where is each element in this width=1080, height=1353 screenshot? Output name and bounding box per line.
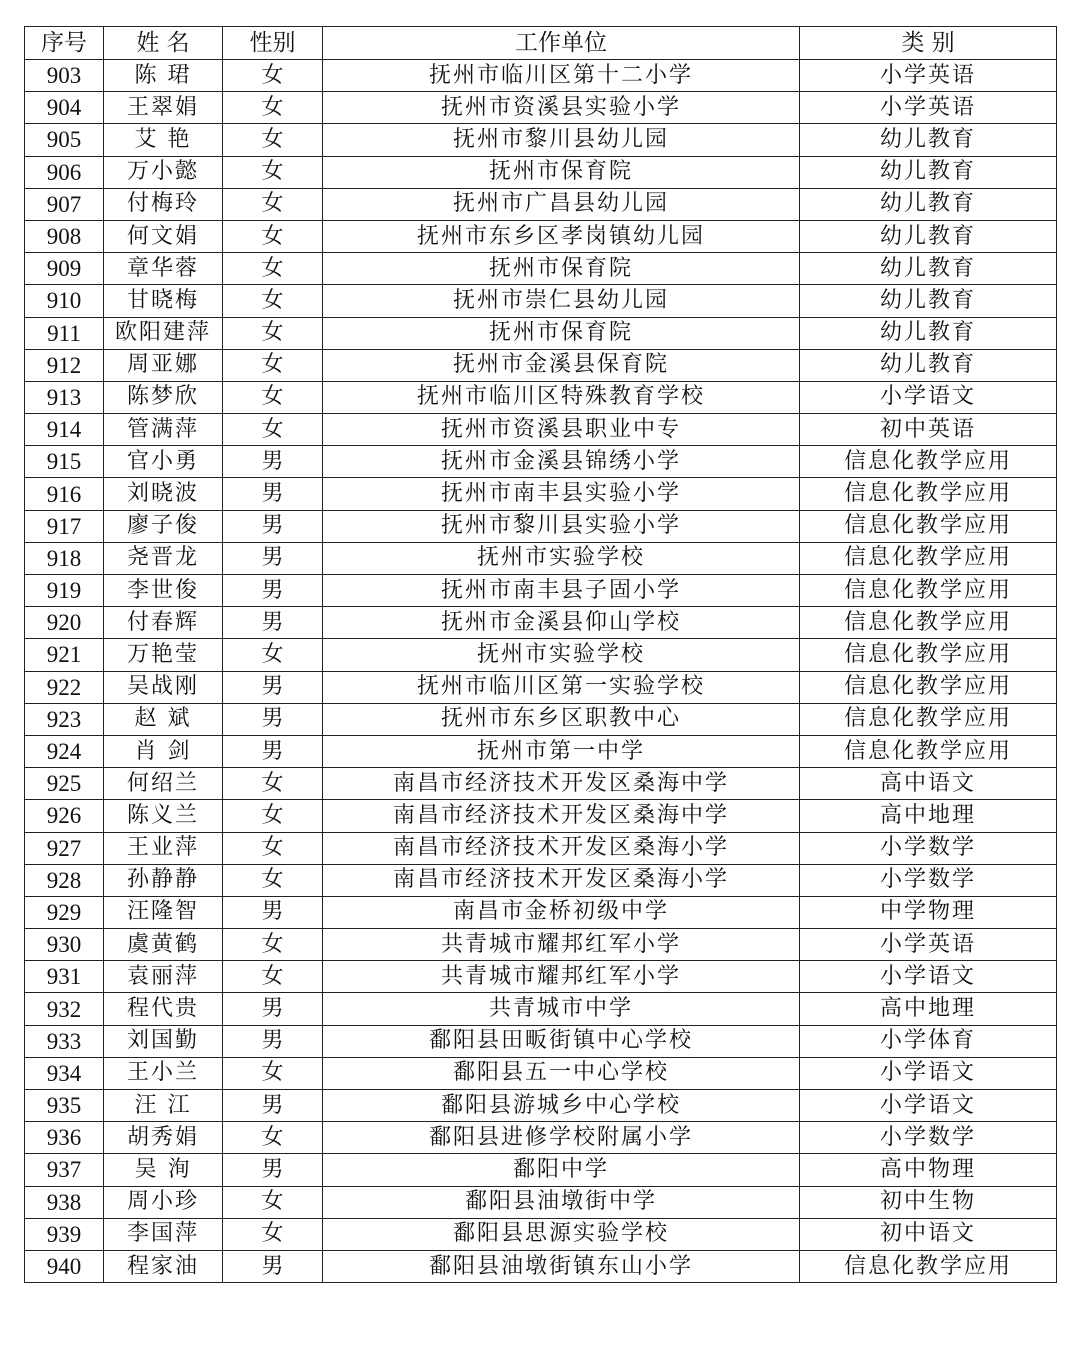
gender-cell: 女: [223, 92, 323, 124]
name-cell: 袁丽萍: [104, 961, 223, 993]
gender-cell: 女: [223, 156, 323, 188]
serial-number-cell: 908: [25, 220, 104, 252]
gender-cell: 女: [223, 381, 323, 413]
gender-cell: 男: [223, 478, 323, 510]
table-row: [25, 124, 1057, 156]
gender-cell: 女: [223, 800, 323, 832]
serial-number-cell: 915: [25, 446, 104, 478]
serial-number-cell: 914: [25, 414, 104, 446]
work-unit-cell: 抚州市南丰县子固小学: [323, 575, 800, 607]
category-cell: 小学英语: [800, 929, 1057, 961]
name-cell: 刘晓波: [104, 478, 223, 510]
name-cell: 万小懿: [104, 156, 223, 188]
work-unit-cell: 鄱阳县田畈街镇中心学校: [323, 1025, 800, 1057]
gender-cell: 女: [223, 929, 323, 961]
work-unit-cell: 抚州市实验学校: [323, 639, 800, 671]
table-body: [25, 60, 1057, 1283]
work-unit-cell: 抚州市资溪县实验小学: [323, 92, 800, 124]
gender-cell: 女: [223, 285, 323, 317]
table-row: [25, 381, 1057, 413]
work-unit-cell: 南昌市经济技术开发区桑海小学: [323, 864, 800, 896]
serial-number-cell: 927: [25, 832, 104, 864]
table-row: [25, 575, 1057, 607]
name-cell: 赵 斌: [104, 703, 223, 735]
name-cell: 吴战刚: [104, 671, 223, 703]
name-cell: 何绍兰: [104, 768, 223, 800]
category-cell: 幼儿教育: [800, 253, 1057, 285]
gender-cell: 男: [223, 510, 323, 542]
name-cell: 程代贵: [104, 993, 223, 1025]
table-row: [25, 961, 1057, 993]
table-row: [25, 864, 1057, 896]
work-unit-cell: 共青城市耀邦红军小学: [323, 961, 800, 993]
category-cell: 初中英语: [800, 414, 1057, 446]
gender-cell: 女: [223, 1057, 323, 1089]
name-cell: 周亚娜: [104, 349, 223, 381]
gender-cell: 女: [223, 414, 323, 446]
table-row: [25, 60, 1057, 92]
work-unit-cell: 抚州市保育院: [323, 253, 800, 285]
name-cell: 李世俊: [104, 575, 223, 607]
gender-cell: 男: [223, 1090, 323, 1122]
table-row: [25, 832, 1057, 864]
serial-number-cell: 937: [25, 1154, 104, 1186]
work-unit-cell: 南昌市经济技术开发区桑海小学: [323, 832, 800, 864]
serial-number-cell: 920: [25, 607, 104, 639]
serial-number-cell: 904: [25, 92, 104, 124]
gender-cell: 女: [223, 60, 323, 92]
name-cell: 官小勇: [104, 446, 223, 478]
category-cell: 信息化教学应用: [800, 735, 1057, 767]
serial-number-cell: 934: [25, 1057, 104, 1089]
gender-cell: 男: [223, 1025, 323, 1057]
work-unit-cell: 共青城市中学: [323, 993, 800, 1025]
name-cell: 周小珍: [104, 1186, 223, 1218]
table-row: [25, 1122, 1057, 1154]
name-cell: 陈 珺: [104, 60, 223, 92]
gender-cell: 女: [223, 220, 323, 252]
serial-number-cell: 903: [25, 60, 104, 92]
table-header: [25, 27, 1057, 60]
gender-cell: 男: [223, 1154, 323, 1186]
table-row: [25, 768, 1057, 800]
name-cell: 吴 洵: [104, 1154, 223, 1186]
work-unit-cell: 抚州市临川区特殊教育学校: [323, 381, 800, 413]
serial-number-cell: 923: [25, 703, 104, 735]
name-cell: 孙静静: [104, 864, 223, 896]
name-cell: 章华蓉: [104, 253, 223, 285]
name-cell: 王翠娟: [104, 92, 223, 124]
gender-cell: 女: [223, 961, 323, 993]
category-cell: 幼儿教育: [800, 349, 1057, 381]
work-unit-cell: 抚州市金溪县锦绣小学: [323, 446, 800, 478]
work-unit-cell: 抚州市资溪县职业中专: [323, 414, 800, 446]
work-unit-cell: 抚州市金溪县保育院: [323, 349, 800, 381]
category-cell: 信息化教学应用: [800, 446, 1057, 478]
category-cell: 小学英语: [800, 92, 1057, 124]
gender-cell: 女: [223, 639, 323, 671]
gender-cell: 女: [223, 188, 323, 220]
work-unit-cell: 抚州市第一中学: [323, 735, 800, 767]
serial-number-cell: 909: [25, 253, 104, 285]
table-row: [25, 446, 1057, 478]
gender-cell: 女: [223, 253, 323, 285]
name-cell: 付梅玲: [104, 188, 223, 220]
serial-number-cell: 910: [25, 285, 104, 317]
work-unit-cell: 鄱阳县五一中心学校: [323, 1057, 800, 1089]
table-row: [25, 703, 1057, 735]
work-unit-cell: 抚州市崇仁县幼儿园: [323, 285, 800, 317]
category-cell: 信息化教学应用: [800, 575, 1057, 607]
category-cell: 小学数学: [800, 1122, 1057, 1154]
name-cell: 汪隆智: [104, 896, 223, 928]
header-category: 类 别: [800, 27, 1057, 60]
name-cell: 廖子俊: [104, 510, 223, 542]
work-unit-cell: 鄱阳中学: [323, 1154, 800, 1186]
gender-cell: 女: [223, 349, 323, 381]
work-unit-cell: 鄱阳县油墩街中学: [323, 1186, 800, 1218]
gender-cell: 男: [223, 703, 323, 735]
table-row: [25, 478, 1057, 510]
serial-number-cell: 911: [25, 317, 104, 349]
work-unit-cell: 共青城市耀邦红军小学: [323, 929, 800, 961]
name-cell: 汪 江: [104, 1090, 223, 1122]
gender-cell: 男: [223, 542, 323, 574]
table-row: [25, 1250, 1057, 1282]
work-unit-cell: 抚州市南丰县实验小学: [323, 478, 800, 510]
category-cell: 中学物理: [800, 896, 1057, 928]
name-cell: 王业萍: [104, 832, 223, 864]
work-unit-cell: 鄱阳县进修学校附属小学: [323, 1122, 800, 1154]
name-cell: 尧晋龙: [104, 542, 223, 574]
serial-number-cell: 922: [25, 671, 104, 703]
category-cell: 幼儿教育: [800, 188, 1057, 220]
gender-cell: 女: [223, 864, 323, 896]
gender-cell: 男: [223, 1250, 323, 1282]
gender-cell: 男: [223, 671, 323, 703]
table-row: [25, 1025, 1057, 1057]
serial-number-cell: 906: [25, 156, 104, 188]
category-cell: 信息化教学应用: [800, 510, 1057, 542]
table-row: [25, 1154, 1057, 1186]
name-cell: 陈梦欣: [104, 381, 223, 413]
serial-number-cell: 924: [25, 735, 104, 767]
table-row: [25, 1186, 1057, 1218]
gender-cell: 男: [223, 896, 323, 928]
serial-number-cell: 913: [25, 381, 104, 413]
roster-sheet: [24, 26, 1057, 1283]
table-row: [25, 993, 1057, 1025]
serial-number-cell: 926: [25, 800, 104, 832]
serial-number-cell: 929: [25, 896, 104, 928]
category-cell: 小学英语: [800, 60, 1057, 92]
serial-number-cell: 919: [25, 575, 104, 607]
name-cell: 管满萍: [104, 414, 223, 446]
header-serial-number: 序号: [25, 27, 104, 60]
table-row: [25, 800, 1057, 832]
category-cell: 幼儿教育: [800, 220, 1057, 252]
roster-table: [24, 26, 1057, 1283]
work-unit-cell: 抚州市临川区第十二小学: [323, 60, 800, 92]
category-cell: 小学语文: [800, 1057, 1057, 1089]
serial-number-cell: 931: [25, 961, 104, 993]
category-cell: 信息化教学应用: [800, 671, 1057, 703]
table-row: [25, 414, 1057, 446]
name-cell: 胡秀娟: [104, 1122, 223, 1154]
category-cell: 高中地理: [800, 993, 1057, 1025]
name-cell: 万艳莹: [104, 639, 223, 671]
category-cell: 小学数学: [800, 832, 1057, 864]
name-cell: 付春辉: [104, 607, 223, 639]
work-unit-cell: 抚州市保育院: [323, 156, 800, 188]
work-unit-cell: 鄱阳县游城乡中心学校: [323, 1090, 800, 1122]
table-row: [25, 929, 1057, 961]
work-unit-cell: 抚州市黎川县实验小学: [323, 510, 800, 542]
name-cell: 欧阳建萍: [104, 317, 223, 349]
category-cell: 信息化教学应用: [800, 1250, 1057, 1282]
name-cell: 李国萍: [104, 1218, 223, 1250]
category-cell: 初中语文: [800, 1218, 1057, 1250]
gender-cell: 女: [223, 124, 323, 156]
table-row: [25, 92, 1057, 124]
category-cell: 幼儿教育: [800, 156, 1057, 188]
work-unit-cell: 鄱阳县思源实验学校: [323, 1218, 800, 1250]
category-cell: 小学数学: [800, 864, 1057, 896]
table-row: [25, 735, 1057, 767]
name-cell: 陈义兰: [104, 800, 223, 832]
work-unit-cell: 抚州市黎川县幼儿园: [323, 124, 800, 156]
category-cell: 小学语文: [800, 1090, 1057, 1122]
category-cell: 幼儿教育: [800, 317, 1057, 349]
serial-number-cell: 912: [25, 349, 104, 381]
serial-number-cell: 918: [25, 542, 104, 574]
table-row: [25, 671, 1057, 703]
serial-number-cell: 921: [25, 639, 104, 671]
table-row: [25, 349, 1057, 381]
work-unit-cell: 抚州市东乡区孝岗镇幼儿园: [323, 220, 800, 252]
work-unit-cell: 南昌市金桥初级中学: [323, 896, 800, 928]
header-work-unit: 工作单位: [323, 27, 800, 60]
table-row: [25, 220, 1057, 252]
category-cell: 高中语文: [800, 768, 1057, 800]
category-cell: 初中生物: [800, 1186, 1057, 1218]
serial-number-cell: 938: [25, 1186, 104, 1218]
serial-number-cell: 907: [25, 188, 104, 220]
gender-cell: 男: [223, 446, 323, 478]
name-cell: 刘国勤: [104, 1025, 223, 1057]
header-gender: 性别: [223, 27, 323, 60]
work-unit-cell: 抚州市实验学校: [323, 542, 800, 574]
serial-number-cell: 930: [25, 929, 104, 961]
gender-cell: 男: [223, 735, 323, 767]
work-unit-cell: 抚州市金溪县仰山学校: [323, 607, 800, 639]
serial-number-cell: 933: [25, 1025, 104, 1057]
work-unit-cell: 鄱阳县油墩街镇东山小学: [323, 1250, 800, 1282]
gender-cell: 女: [223, 1218, 323, 1250]
name-cell: 艾 艳: [104, 124, 223, 156]
table-row: [25, 510, 1057, 542]
table-row: [25, 639, 1057, 671]
category-cell: 信息化教学应用: [800, 607, 1057, 639]
work-unit-cell: 抚州市广昌县幼儿园: [323, 188, 800, 220]
table-row: [25, 188, 1057, 220]
gender-cell: 男: [223, 607, 323, 639]
gender-cell: 女: [223, 832, 323, 864]
category-cell: 小学语文: [800, 961, 1057, 993]
category-cell: 幼儿教育: [800, 124, 1057, 156]
work-unit-cell: 抚州市保育院: [323, 317, 800, 349]
table-row: [25, 1090, 1057, 1122]
serial-number-cell: 916: [25, 478, 104, 510]
table-row: [25, 317, 1057, 349]
serial-number-cell: 932: [25, 993, 104, 1025]
work-unit-cell: 抚州市临川区第一实验学校: [323, 671, 800, 703]
gender-cell: 女: [223, 1186, 323, 1218]
category-cell: 信息化教学应用: [800, 542, 1057, 574]
gender-cell: 女: [223, 1122, 323, 1154]
gender-cell: 男: [223, 993, 323, 1025]
work-unit-cell: 南昌市经济技术开发区桑海中学: [323, 768, 800, 800]
table-row: [25, 253, 1057, 285]
serial-number-cell: 925: [25, 768, 104, 800]
category-cell: 信息化教学应用: [800, 639, 1057, 671]
table-row: [25, 542, 1057, 574]
name-cell: 程家油: [104, 1250, 223, 1282]
serial-number-cell: 917: [25, 510, 104, 542]
category-cell: 高中物理: [800, 1154, 1057, 1186]
name-cell: 虞黄鹤: [104, 929, 223, 961]
table-row: [25, 607, 1057, 639]
name-cell: 肖 剑: [104, 735, 223, 767]
table-row: [25, 896, 1057, 928]
category-cell: 小学体育: [800, 1025, 1057, 1057]
work-unit-cell: 抚州市东乡区职教中心: [323, 703, 800, 735]
serial-number-cell: 935: [25, 1090, 104, 1122]
serial-number-cell: 928: [25, 864, 104, 896]
table-row: [25, 285, 1057, 317]
table-row: [25, 1218, 1057, 1250]
name-cell: 王小兰: [104, 1057, 223, 1089]
category-cell: 高中地理: [800, 800, 1057, 832]
serial-number-cell: 936: [25, 1122, 104, 1154]
category-cell: 幼儿教育: [800, 285, 1057, 317]
serial-number-cell: 940: [25, 1250, 104, 1282]
category-cell: 小学语文: [800, 381, 1057, 413]
name-cell: 何文娟: [104, 220, 223, 252]
work-unit-cell: 南昌市经济技术开发区桑海中学: [323, 800, 800, 832]
gender-cell: 男: [223, 575, 323, 607]
gender-cell: 女: [223, 768, 323, 800]
table-row: [25, 156, 1057, 188]
category-cell: 信息化教学应用: [800, 703, 1057, 735]
serial-number-cell: 905: [25, 124, 104, 156]
table-row: [25, 1057, 1057, 1089]
header-name: 姓 名: [104, 27, 223, 60]
header-row: [25, 27, 1057, 60]
category-cell: 信息化教学应用: [800, 478, 1057, 510]
serial-number-cell: 939: [25, 1218, 104, 1250]
name-cell: 甘晓梅: [104, 285, 223, 317]
gender-cell: 女: [223, 317, 323, 349]
